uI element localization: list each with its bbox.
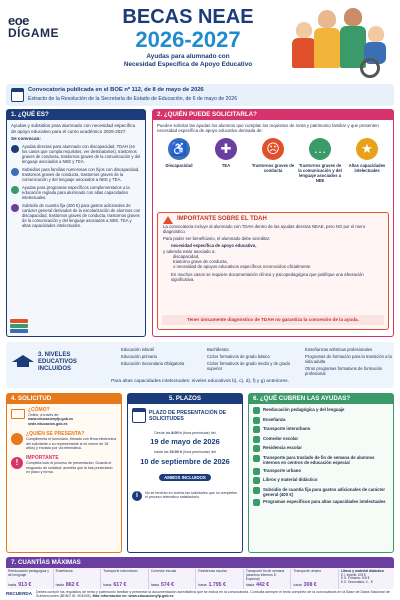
quien-type-label: Discapacidad [165, 162, 193, 168]
calendar-icon [11, 88, 24, 102]
cubren-item-text: Enseñanza [263, 416, 286, 422]
niveles-note: Para altas capacidades intelectuales: niveles educativos b), c), d), f) y g) anteriores. [111, 379, 289, 384]
link-sede[interactable]: sede.educacion.gob.es [28, 421, 68, 426]
person-icon [11, 433, 23, 445]
cubren-item [253, 487, 389, 497]
check-icon [253, 407, 260, 414]
cuantia-item [101, 569, 149, 589]
subtitle-line-2: Necesidad Específica de Apoyo Educativo [123, 61, 253, 68]
tdah-box [157, 212, 389, 330]
section-cubren [248, 393, 394, 553]
cuantia-item [196, 569, 244, 589]
link-educacion[interactable]: www.educacionyfp.gob.es [28, 417, 73, 422]
tdah-p2: Para poder ser beneficiario, el alumnado debe acreditar: [163, 236, 271, 242]
books-icon [10, 319, 28, 333]
cubren-item-text: Transporte interurbano [263, 426, 311, 432]
info-icon: i [132, 491, 142, 501]
cuantia-item [291, 569, 339, 589]
cubren-item-text: Libros y material didáctico [263, 477, 318, 483]
que-es-item [11, 167, 141, 182]
cubren-item [253, 436, 389, 443]
convocatoria-line-1: Convocatoria publicada en el BOE nº 112, de 8 de mayo de 2026 [28, 87, 204, 93]
check-icon [253, 499, 260, 506]
nivel-item: Educación infantil [121, 347, 154, 352]
cuantia-hasta: hasta [103, 582, 112, 587]
check-icon [253, 445, 260, 452]
page-year: 2026-2027 [135, 27, 241, 52]
check-icon [253, 477, 260, 484]
cuantia-label: Transporte interurbano [103, 569, 138, 573]
recuerda-title: RECUERDA [6, 591, 33, 596]
importante-title: IMPORTANTE [26, 455, 59, 462]
hasta-time: 15:00 h [169, 450, 182, 455]
nivel-item: Educación primaria [121, 354, 157, 359]
cuantia-label: Residencia escolar [198, 569, 227, 573]
que-es-intro: Ayudas y subsidios para alumnado con necesidad específica de apoyo educativo para el curso académico 2026-2027. [11, 123, 136, 134]
cuantia-label: Comedor escolar [150, 569, 177, 573]
tdah-p5: En muchos casos se requiere documentación clínica y psicopedagógica que justifique una afectación significativa. [171, 271, 364, 282]
cuantias-row [6, 569, 394, 589]
section-header: 6. ¿QUÉ CUBREN LAS AYUDAS? [248, 393, 394, 404]
cuantia-hasta: hasta [8, 582, 17, 587]
quien-type-label: Trastornos graves de la comunicación y del lenguaje asociados a NEE [298, 162, 342, 183]
convocatoria-bar [6, 84, 394, 106]
libros-line: E.S. Primaria: 105 € [340, 576, 370, 581]
tdah-list-item: o necesidad de apoyos educativos específicos reconocidos oficialmente. [173, 264, 312, 270]
quien-text: Cumplimenta el formulario, firmado con firma electrónica del solicitante o su representante si es menor de 18 años) y enviado por vía telemática. [26, 437, 117, 451]
subtitle-line-1: Ayudas para alumnado con [146, 53, 230, 60]
cubren-item [253, 407, 389, 414]
cubren-item-text: Programas específicos para altas capacidades intelectuales [263, 499, 386, 505]
cubren-item [253, 455, 389, 465]
section-header: 2. ¿QUIÉN PUEDE SOLICITARLA? [152, 109, 394, 120]
date-start: 19 de mayo de 2026 [150, 437, 220, 447]
cubren-item [253, 499, 389, 506]
cubren-item-text: Comedor escolar [263, 435, 299, 441]
cuantia-value: 913 € [18, 581, 32, 588]
nivel-item: Otros programas formativos de formación profesional [305, 366, 383, 376]
ambos-badge: AMBOS INCLUIDOS [159, 474, 211, 481]
cuantia-label: Enseñanza [55, 569, 73, 573]
tdah-p1: La convocatoria incluye al alumnado con TDAH dentro de las ayudas directas NEAE, pero NO por el mero diagnóstico. [163, 224, 366, 235]
hasta-post: (hora peninsular) del [182, 450, 216, 455]
que-es-item-text: Ayudas para programas específicos complementarios a la educación reglada para alumnado con altas capacidades intelectuales. [22, 185, 130, 201]
cuantia-label: Transporte fin de semana (alumnos internos E. Especial) [245, 569, 285, 581]
date-end: 10 de septiembre de 2026 [140, 456, 230, 466]
cubren-item-text: Residencia escolar [263, 445, 302, 451]
recuerda-bar [6, 590, 394, 599]
laptop-icon [11, 409, 25, 419]
angry-face-icon: ☹ [262, 138, 284, 160]
cuantia-libros [339, 569, 394, 589]
importante-text: Completa todo el proceso de presentación. Guarda el resguardo de solicitud: acredita que la has presentado en plazo y forma. [26, 461, 113, 475]
quien-types [157, 138, 389, 196]
nivel-item: Ciclos formativos de grado básico [207, 354, 270, 359]
check-icon [11, 186, 19, 194]
check-icon [11, 168, 19, 176]
tdah-p4: y además estar asociado a: [163, 248, 216, 254]
que-es-item-text: Subsidio de cuantía fija (400 €) para gastos adicionales de carácter general derivados de la escolarización de alumnos con discapacidad, trastornos graves de conducta, trastornos graves de la comunicación y del lenguaje asociados a NEE, TEA y altas capacidades intelectuales. [22, 203, 141, 229]
como-text: Online, a través de: [28, 413, 60, 417]
cuantia-hasta: hasta [150, 582, 159, 587]
section-header: 5. PLAZOS [127, 393, 243, 404]
check-icon [253, 455, 260, 462]
cubren-item-text: Transporte urbano [263, 467, 301, 473]
cuantia-item [244, 569, 292, 589]
nivel-item: Enseñanzas artísticas profesionales [305, 347, 373, 352]
tdah-p3: necesidad específica de apoyo educativo, [171, 242, 257, 248]
logo [8, 14, 70, 40]
se-convocan-label: Se convocan: [11, 136, 41, 141]
nivel-item: Bachillerato [207, 347, 229, 352]
cuantia-hasta: hasta [293, 582, 302, 587]
cuantia-value: 617 € [113, 581, 127, 588]
quien-type-label: Altas capacidades intelectuales [348, 162, 386, 173]
check-icon [253, 426, 260, 433]
children-illustration [288, 2, 392, 80]
logo-top: eoe [8, 13, 29, 28]
quien-type [345, 138, 389, 196]
tdah-title: IMPORTANTE SOBRE EL TDAH [177, 216, 267, 222]
cuantia-value: 862 € [65, 581, 79, 588]
tdah-banner: Tener únicamente diagnóstico de TDAH no garantiza la concesión de la ayuda. [162, 315, 384, 325]
desde-pre: Desde las [154, 431, 171, 435]
hasta-pre: hasta las [154, 450, 169, 455]
cuantia-value: 308 € [303, 581, 317, 588]
cuantia-hasta: hasta [55, 582, 64, 587]
check-icon [11, 145, 19, 153]
recuerda-l1: Debes cumplir los requisitos de renta y patrimonio familiar y presentar la documentación acreditativa que se indica en la convocatoria. [36, 590, 250, 594]
section-que-es [6, 109, 146, 337]
que-es-item [11, 203, 141, 228]
quien-type [298, 138, 342, 196]
cuantia-value: 574 € [160, 581, 174, 588]
cubren-item [253, 468, 389, 475]
libros-title: Libros y material didáctico [340, 569, 384, 573]
cuantia-value: 1.795 € [208, 581, 226, 588]
cuantia-label: Reeducación pedagógica y del lenguaje [8, 569, 49, 577]
recuerda-l3[interactable]: Más información en: www.educacionyfp.gob.es [92, 594, 174, 598]
cubren-item [253, 417, 389, 424]
quien-type-label: Trastornos graves de conducta [251, 162, 295, 173]
desde-time: 8:00 h [171, 431, 182, 435]
quien-type [204, 138, 248, 196]
section-header: 4. SOLICITUD [6, 393, 122, 404]
quien-type [251, 138, 295, 196]
section-header: 1. ¿QUÉ ES? [6, 109, 146, 120]
libros-line: E.I. Infantil: 105 € [340, 572, 366, 577]
check-icon [11, 204, 19, 212]
cuantia-item [149, 569, 197, 589]
speech-icon: … [309, 138, 331, 160]
quien-intro: Pueden solicitar las ayudas los alumnos que cumplan los requisitos de renta y patrimonio familiar y que presenten necesidad específica de apoyo educativo derivada de: [157, 123, 379, 134]
nivel-item: Educación Secundaria Obligatoria [121, 361, 185, 366]
cuantia-label: Transporte urbano [293, 569, 322, 573]
cuantia-hasta: hasta [198, 582, 207, 587]
niveles-header: 3. NIVELES EDUCATIVOS INCLUIDOS [38, 352, 77, 372]
section-solicitud [6, 393, 122, 553]
libros-line: E.S. Secundaria: 2... € [340, 579, 373, 584]
check-icon [253, 417, 260, 424]
quien-title: ¿QUIÉN SE PRESENTA? [26, 431, 85, 438]
cuantia-item [6, 569, 54, 589]
section-quien [152, 109, 394, 337]
que-es-item-text: Subsidios para familias numerosas con hijos con discapacidad, trastornos graves de conducta, trastornos graves de la comunicación y del lenguaje asociados a NEE y TEA. [22, 167, 140, 183]
logo-bottom: DÍGAME [8, 26, 59, 40]
cuantia-item [54, 569, 102, 589]
check-icon [253, 436, 260, 443]
calendar-icon [132, 408, 146, 423]
nivel-item: Ciclos formativos de grado medio y de grado superior [207, 361, 291, 371]
quien-type-label: TEA [221, 162, 231, 168]
nivel-item: Programas de formación para la transición a la vida adulta [305, 354, 392, 364]
tdah-list-item: discapacidad, [173, 254, 200, 260]
page-title: BECAS NEAE [122, 6, 254, 28]
header [0, 0, 400, 82]
que-es-item [11, 144, 141, 164]
que-es-item-text: Ayudas directas para alumnado con discapacidad, TDAH (en los casos que cumpla requisitos, ver destinatarios), trastornos graves de conducta, trastornos graves de la comunicación y del lenguaje asociados a NEE y TEA. [22, 144, 141, 165]
section-niveles [6, 342, 394, 388]
cubren-item [253, 477, 389, 484]
puzzle-icon: ✚ [215, 138, 237, 160]
section-plazos [127, 393, 243, 553]
cuantia-hasta: hasta [245, 582, 255, 587]
quien-type [157, 138, 201, 196]
cubren-item-text: Subsidio de cuantía fija para gastos adicionales de carácter general (400 €) [263, 486, 386, 497]
section-header: 7. CUANTÍAS MÁXIMAS [6, 557, 394, 568]
wheelchair-icon: ♿ [168, 138, 190, 160]
convocatoria-line-2: Extracto de la Resolución de la Secretaría de Estado de Educación, de 6 de mayo de 2026 [28, 96, 238, 102]
cubren-item-text: Reeducación pedagógica y del lenguaje [263, 407, 345, 412]
star-icon: ★ [356, 138, 378, 160]
cubren-item-text: Transporte para traslado de fin de semana de alumnos internos en centros de educación especial [263, 454, 375, 465]
plazo-warn: No se tendrán en cuenta las solicitudes que no completen el proceso telemático satisfactorio. [145, 490, 238, 500]
tdah-list-item: trastorno grave de conducta, [173, 259, 228, 265]
cuantia-value: 442 € [256, 581, 270, 588]
cubren-item [253, 426, 389, 433]
cubren-item [253, 445, 389, 452]
recuerda-l2: Consulta siempre el texto completo de la convocatoria en la Base de Datos Nacional de Subvenciones (BDNS ID: 904928). [36, 590, 390, 598]
plazo-box-title: PLAZO DE PRESENTACIÓN DE SOLICITUDES [149, 409, 227, 422]
alert-icon: ! [11, 457, 23, 469]
que-es-item [11, 185, 141, 200]
desde-post: (hora peninsular) del [182, 431, 216, 435]
como-title: ¿CÓMO? [28, 407, 50, 413]
graduation-cap-icon [12, 355, 34, 367]
check-icon [253, 468, 260, 475]
check-icon [253, 487, 260, 494]
warning-icon [163, 216, 173, 224]
